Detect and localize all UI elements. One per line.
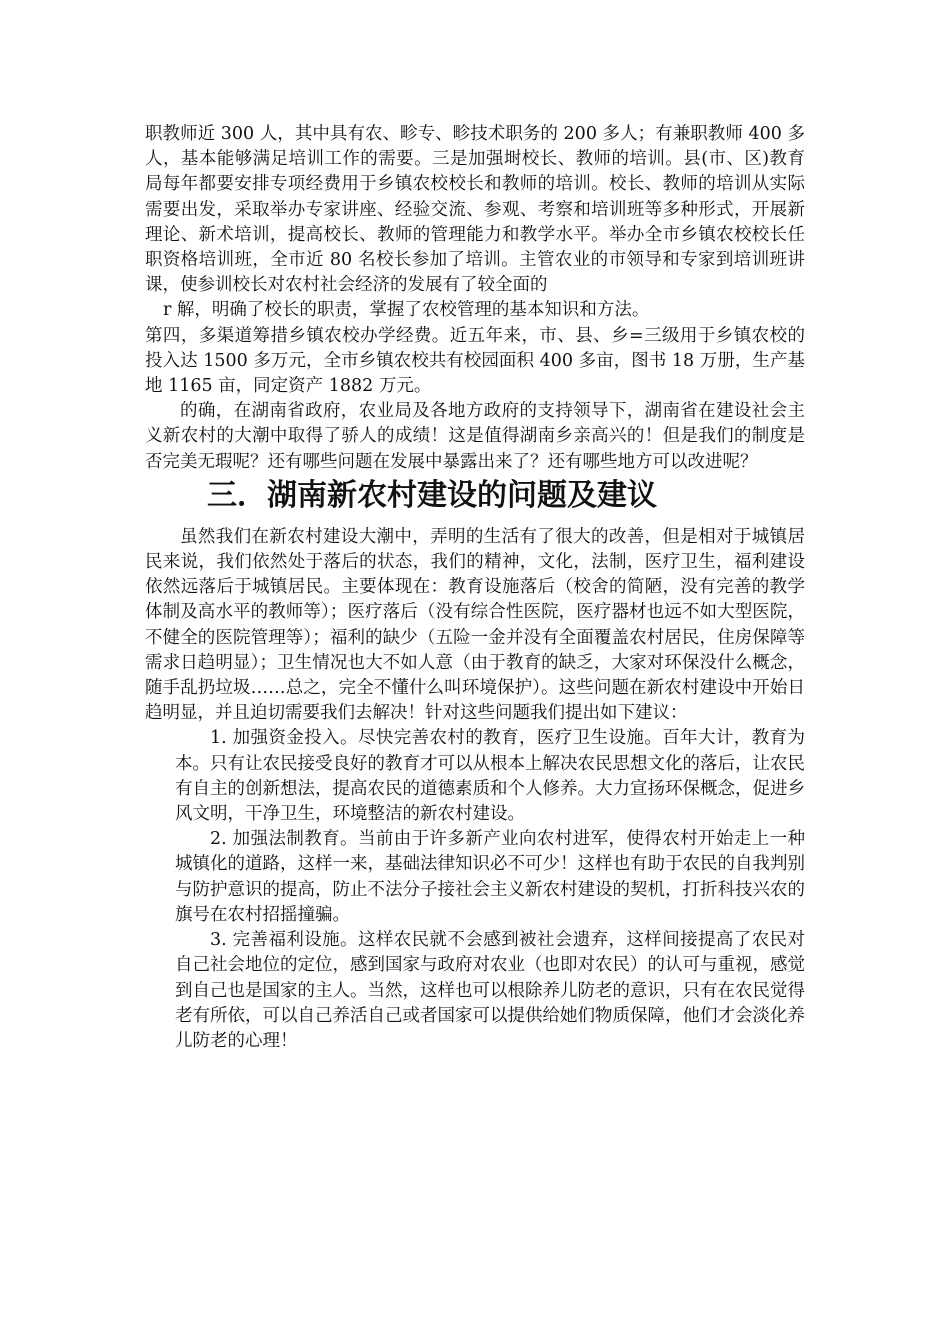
paragraph-funding: 第四，多渠道筹措乡镇农校办学经费。近五年来，市、县、乡=三级用于乡镇农校的投入达 1500 多万元，全市乡镇农校共有校园面积 400 多亩，图书 18 万册，生产基地 1165 亩，同定资产 1882 万元。 bbox=[145, 325, 805, 397]
suggestion-item-welfare: 3. 完善福利设施。这样农民就不会感到被社会遗弃，这样间接提高了农民对自己社会地位的定位，感到国家与政府对农业（也即对农民）的认可与重视，感觉到自己也是国家的主人。当然，这样也可以根除养儿防老的意识，只有在农民觉得老有所依，可以自己养活自己或者国家可以提供给她们物质保障，他们才会淡化养儿防老的心理！ bbox=[175, 930, 805, 1051]
suggestion-item-funding: 1. 加强资金投入。尽快完善农村的教育，医疗卫生设施。百年大计，教育为本。只有让农民接受良好的教育才可以从根本上解决农民思想文化的落后，让农民有自主的创新想法，提高农民的道德素质和个人修养。大力宣扬环保概念，促进乡风文明，干净卫生，环境整洁的新农村建设。 bbox=[175, 728, 805, 825]
suggestion-item-legal: 2. 加强法制教育。当前由于许多新产业向农村进军，使得农村开始走上一种城镇化的道路，这样一来，基础法律知识必不可少！这样也有助于农民的自我判别与防护意识的提高，防止不法分子接社会主义新农村建设的契机，打折科技兴农的旗号在农村招摇撞骗。 bbox=[175, 829, 805, 925]
document-body bbox=[145, 122, 805, 1054]
paragraph-teacher-training: 职教师近 300 人，其中具有农、畛专、畛技术职务的 200 多人；有兼职教师 400 多人，基本能够满足培训工作的需要。三是加强埘校长、教师的培训。县(市、区)教育局每年都要安排专项经费用于乡镇农校校长和教师的培训。校长、教师的培训从实际需要出发，采取举办专家讲座、经验交流、参观、考察和培训班等多种形式，开展新理论、新术培训，提高校长、教师的管理能力和教学水平。举办全市乡镇农校校长任职资格培训班，全市近 80 名校长参加了培训。主管农业的市领导和专家到培训班讲课，使参训校长对农村社会经济的发展有了较全面的 bbox=[145, 124, 805, 296]
paragraph-achievement: 的确，在湖南省政府，农业局及各地方政府的支持领导下，湖南省在建设社会主义新农村的大潮中取得了骄人的成绩！这是值得湖南乡亲高兴的！但是我们的制度是否完美无瑕呢？还有哪些问题在发展中暴露出来了？还有哪些地方可以改进呢？ bbox=[145, 401, 805, 472]
section-heading: 三．湖南新农村建设的问题及建议 bbox=[207, 477, 657, 513]
paragraph-training-result: r 解，明确了校长的职责，掌握了农校管理的基本知识和方法。 bbox=[163, 300, 650, 321]
suggestion-list bbox=[145, 726, 805, 1054]
paragraph-problems: 虽然我们在新农村建设大潮中，弄明的生活有了很大的改善，但是相对于城镇居民来说，我们依然处于落后的状态，我们的精神，文化，法制，医疗卫生，福利建设依然远落后于城镇居民。主要体现在：教育设施落后（校舍的简陋，没有完善的教学体制及高水平的教师等）；医疗落后（没有综合性医院，医疗器材也远不如大型医院，不健全的医院管理等）；福利的缺少（五险一金并没有全面覆盖农村居民，住房保障等需求日趋明显）；卫生情况也大不如人意（由于教育的缺乏，大家对环保没什么概念，随手乱扔垃圾……总之，完全不懂什么叫环境保护）。这些问题在新农村建设中开始日趋明显，并且迫切需要我们去解决！针对这些问题我们提出如下建议： bbox=[145, 526, 805, 724]
